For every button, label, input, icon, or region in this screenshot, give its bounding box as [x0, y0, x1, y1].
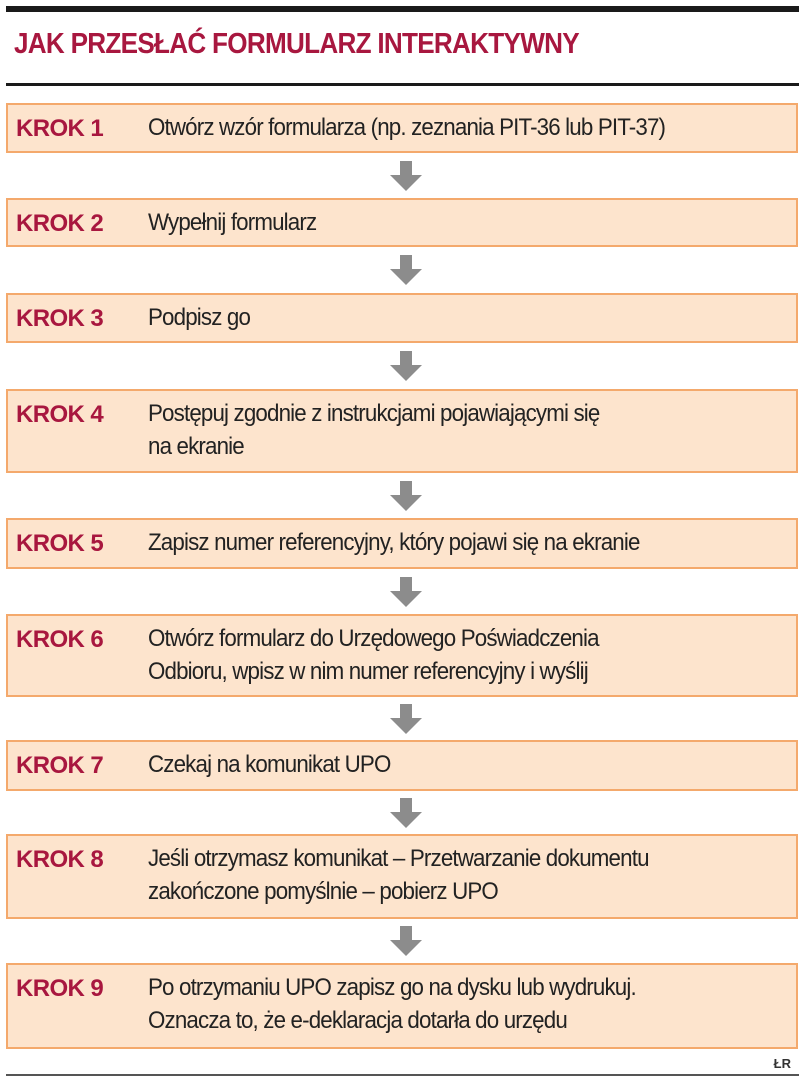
top-bar: [6, 6, 799, 12]
step-box-8: [6, 834, 798, 919]
author-credit: ŁR: [773, 1056, 791, 1071]
down-arrow-icon: [388, 798, 424, 828]
step-text-line: Jeśli otrzymasz komunikat – Przetwarzanie dokumentu: [148, 845, 649, 872]
step-text-line: na ekranie: [148, 433, 244, 460]
step-text-line: Otwórz formularz do Urzędowego Poświadczenia: [148, 625, 599, 652]
step-text: [148, 206, 316, 239]
step-label: KROK 9: [16, 975, 104, 1002]
step-label: KROK 8: [16, 846, 104, 873]
step-text: [148, 301, 250, 334]
step-text-line: Czekaj na komunikat UPO: [148, 751, 391, 778]
step-text-line: Po otrzymaniu UPO zapisz go na dysku lub wydrukuj.: [148, 974, 636, 1001]
title-divider: [6, 83, 799, 86]
down-arrow-icon: [388, 255, 424, 285]
step-text: [148, 622, 599, 688]
step-text-line: Podpisz go: [148, 304, 251, 331]
step-box-1: [6, 103, 798, 153]
down-arrow-icon: [388, 481, 424, 511]
step-label: KROK 2: [16, 210, 104, 237]
down-arrow-icon: [388, 577, 424, 607]
step-text: [148, 111, 665, 144]
step-text-line: Postępuj zgodnie z instrukcjami pojawiającymi się: [148, 400, 600, 427]
step-text-line: zakończone pomyślnie – pobierz UPO: [148, 878, 498, 905]
down-arrow-icon: [388, 351, 424, 381]
step-text: [148, 748, 390, 781]
bottom-divider: [6, 1074, 799, 1076]
step-text-line: Odbioru, wpisz w nim numer referencyjny i wyślij: [148, 658, 588, 685]
step-label: KROK 6: [16, 626, 104, 653]
step-text-line: Oznacza to, że e-deklaracja dotarła do urzędu: [148, 1007, 567, 1034]
down-arrow-icon: [388, 926, 424, 956]
down-arrow-icon: [388, 704, 424, 734]
step-label: KROK 7: [16, 752, 104, 779]
step-box-3: [6, 293, 798, 343]
step-text-line: Wypełnij formularz: [148, 209, 317, 236]
step-box-4: [6, 389, 798, 473]
step-label: KROK 1: [16, 115, 104, 142]
step-box-2: [6, 198, 798, 247]
step-box-7: [6, 740, 798, 791]
step-text: [148, 971, 636, 1037]
step-box-6: [6, 614, 798, 697]
step-box-9: [6, 963, 798, 1049]
step-label: KROK 4: [16, 401, 104, 428]
step-box-5: [6, 518, 798, 569]
step-text: [148, 526, 640, 559]
step-text: [148, 842, 649, 908]
page-title: JAK PRZESŁAĆ FORMULARZ INTERAKTYWNY: [14, 28, 579, 60]
step-text-line: Zapisz numer referencyjny, który pojawi się na ekranie: [148, 529, 640, 556]
down-arrow-icon: [388, 161, 424, 191]
step-label: KROK 5: [16, 530, 104, 557]
step-text-line: Otwórz wzór formularza (np. zeznania PIT-36 lub PIT-37): [148, 114, 666, 141]
step-label: KROK 3: [16, 305, 104, 332]
step-text: [148, 397, 600, 463]
